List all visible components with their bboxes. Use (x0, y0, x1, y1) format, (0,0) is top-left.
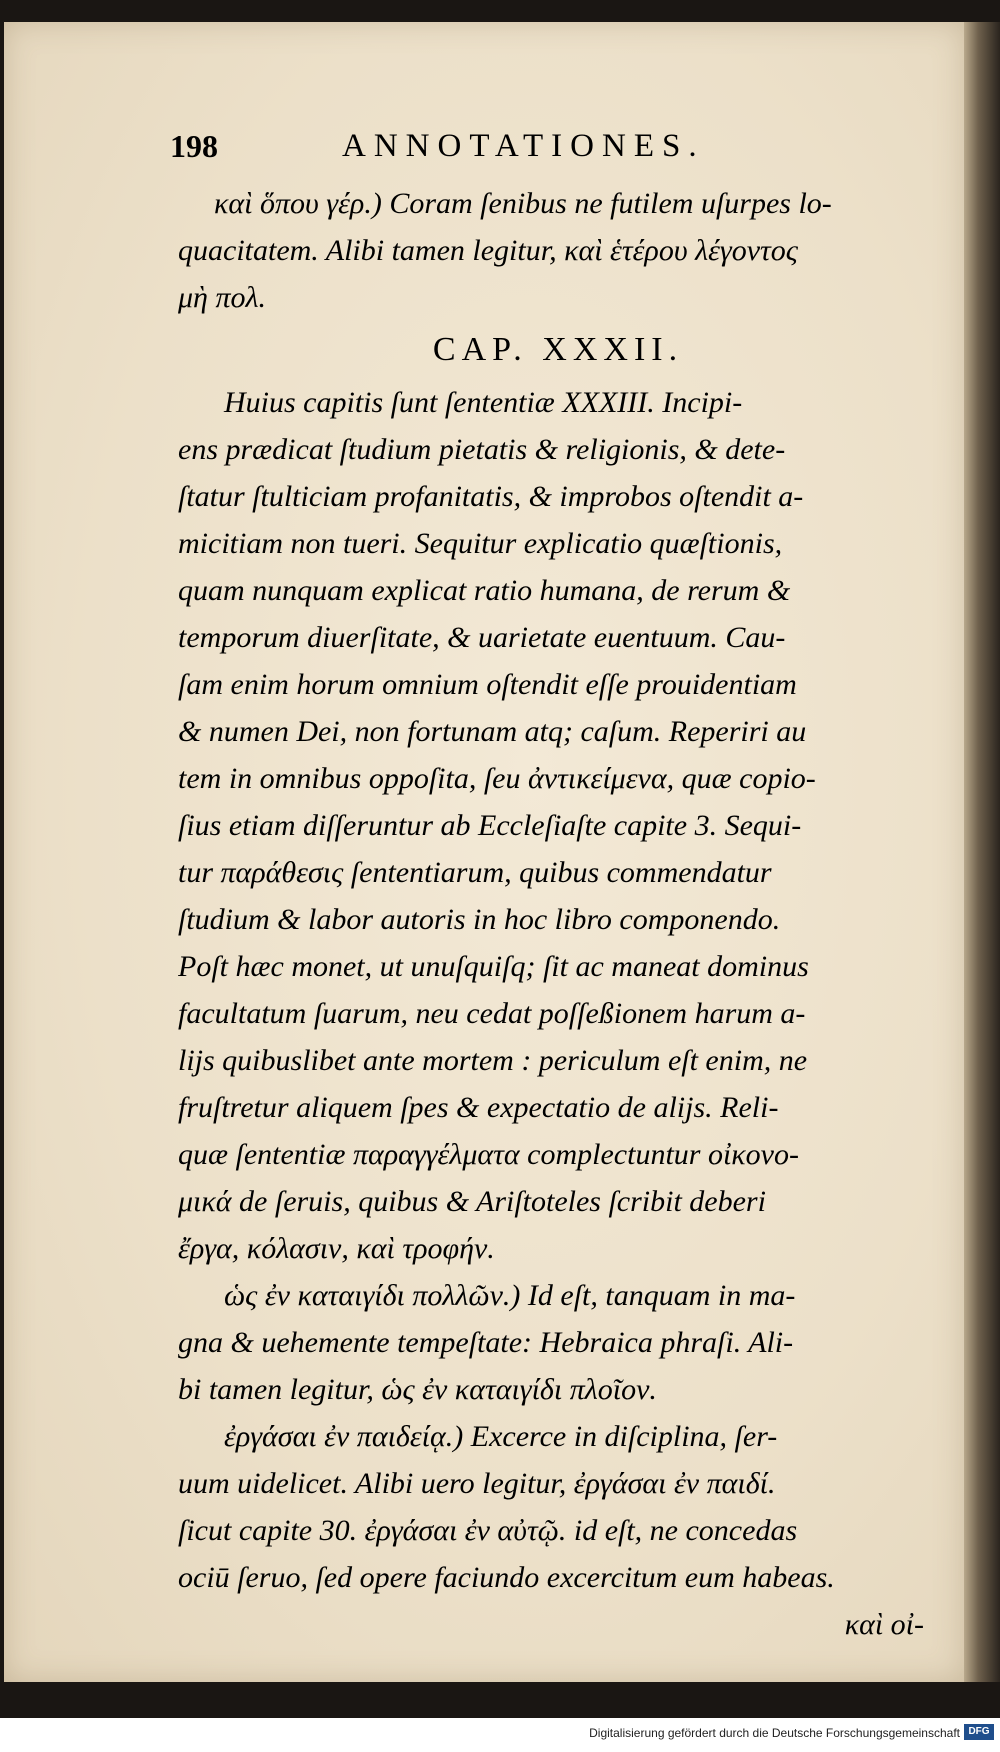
text-line: quæ ſententiæ παραγγέλματα complectuntur οἰκονο- (178, 1138, 799, 1171)
text-line: μὴ πολ. (178, 281, 266, 314)
text-line: ἐργάσαι ἐν παιδείᾳ.) Excerce in diſciplina, ſer- (224, 1420, 778, 1453)
text-line: temporum diuerſitate, & uarietate euentuum. Cau- (178, 621, 786, 654)
text-line: μικά de ſeruis, quibus & Ariſtoteles ſcribit deberi (178, 1185, 766, 1218)
text-line: ſius etiam diſſeruntur ab Eccleſiaſte capite 3. Sequi- (178, 809, 802, 842)
running-head: ANNOTATIONES. (342, 128, 705, 164)
footer-credit: Digitalisierung gefördert durch die Deutsche Forschungsgemeinschaft (589, 1726, 960, 1740)
text-line: quam nunquam explicat ratio humana, de rerum & (178, 574, 791, 607)
footer-bar (0, 1718, 1000, 1752)
text-line: lijs quibuslibet ante mortem : periculum eſt enim, ne (178, 1044, 808, 1077)
text-line: ſtudium & labor autoris in hoc libro componendo. (178, 903, 781, 936)
text-line: & numen Dei, non fortunam atq; caſum. Reperiri au (178, 715, 807, 748)
text-line: micitiam non tueri. Sequitur explicatio quæſtionis, (178, 527, 783, 560)
page-number: 198 (170, 128, 218, 164)
text-line: ἔργα, κόλασιν, καὶ τροφήν. (178, 1232, 495, 1265)
text-line: gna & uehemente tempeſtate: Hebraica phraſi. Ali- (178, 1326, 794, 1359)
text-line: bi tamen legitur, ὡς ἐν καταιγίδι πλοῖον. (178, 1373, 657, 1406)
text-line: ens prædicat ſtudium pietatis & religionis, & dete- (178, 433, 786, 466)
text-line: tem in omnibus oppoſita, ſeu ἀντικείμενα, quæ copio- (178, 762, 816, 795)
text-line: fruſtretur aliquem ſpes & expectatio de alijs. Reli- (178, 1091, 779, 1124)
dfg-logo: DFG (964, 1724, 994, 1740)
text-line: Poſt hæc monet, ut unuſquiſq; ſit ac maneat dominus (178, 950, 809, 983)
page-header (170, 128, 830, 172)
text-line: καὶ ὅπου γέρ.) Coram ſenibus ne futilem uſurpes lo- (214, 187, 832, 220)
catchword: καὶ οἰ- (844, 1608, 924, 1641)
text-line: facultatum ſuarum, neu cedat poſſeßionem harum a- (178, 997, 806, 1030)
text-line: Huius capitis ſunt ſententiæ XXXIII. Incipi- (224, 386, 743, 419)
page-edge (964, 22, 1000, 1682)
text-line: ociū ſeruo, ſed opere faciundo excercitum eum habeas. (178, 1561, 835, 1594)
text-line: uum uidelicet. Alibi uero legitur, ἐργάσαι ἐν παιδί. (178, 1467, 776, 1500)
chapter-heading: CAP. XXXII. (432, 331, 684, 368)
text-block (178, 180, 938, 1648)
text-line: quacitatem. Alibi tamen legitur, καὶ ἑτέρου λέγοντος (178, 234, 798, 267)
text-line: ſicut capite 30. ἐργάσαι ἐν αὐτῷ. id eſt, ne concedas (178, 1514, 798, 1547)
text-line: ὡς ἐν καταιγίδι πολλῶν.) Id eſt, tanquam in ma- (224, 1279, 796, 1312)
text-line: tur παράθεσις ſententiarum, quibus commendatur (178, 856, 772, 889)
text-line: ſtatur ſtulticiam profanitatis, & improbos oſtendit a- (178, 480, 804, 513)
text-line: ſam enim horum omnium oſtendit eſſe prouidentiam (178, 668, 797, 701)
